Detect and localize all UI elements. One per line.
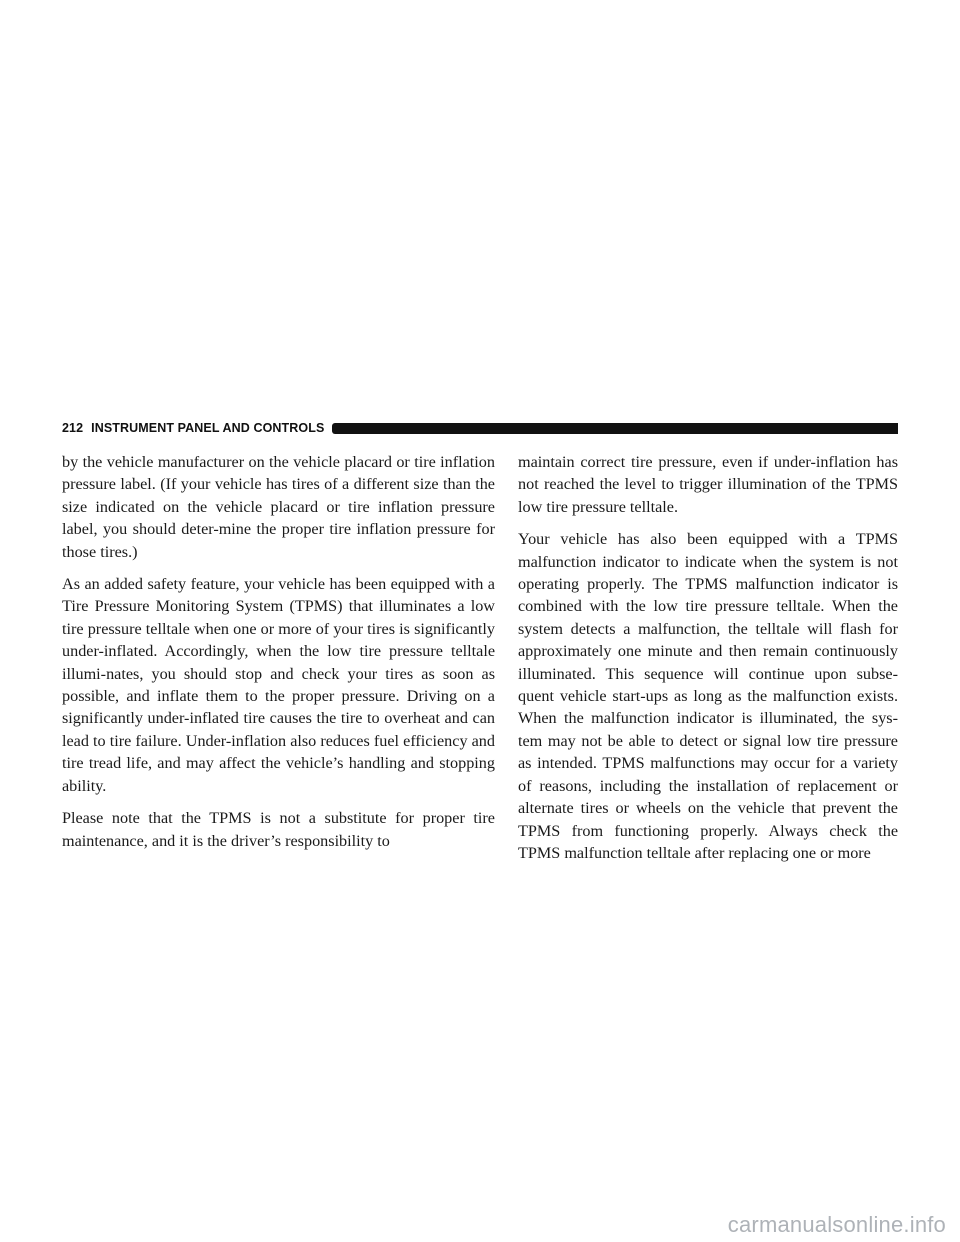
- page-header: [62, 420, 898, 436]
- paragraph: Your vehicle has also been equipped with a TPMS malfunction indicator to indicate when the system is not operating properly. The TPMS malfunction indicator is combined with the low tire pressure telltale. When the system detects a malfunction, the telltale will flash for approximately one minute and then remain continuously illuminated. This sequence will continue upon subse-quent vehicle start-ups as long as the malfunction exists. When the malfunction indicator is illuminated, the sys-tem may not be able to detect or signal low tire pressure as intended. TPMS malfunctions may occur for a variety of reasons, including the installation of replacement or alternate tires or wheels on the vehicle that prevent the TPMS from functioning properly. Always check the TPMS malfunction telltale after replacing one or more: [518, 530, 898, 862]
- right-column: [518, 451, 898, 874]
- site-watermark: carmanualsonline.info: [727, 1212, 946, 1237]
- paragraph: maintain correct tire pressure, even if under-inflation has not reached the level to trigger illumination of the TPMS low tire pressure telltale.: [518, 453, 898, 516]
- section-title: INSTRUMENT PANEL AND CONTROLS: [91, 421, 325, 435]
- paragraph: by the vehicle manufacturer on the vehicle placard or tire inflation pressure label. (If your vehicle has tires of a different size than the size indicated on the vehicle placard or tire inflation pressure label, you should deter-mine the proper tire inflation pressure for those tires.): [62, 453, 495, 561]
- paragraph: Please note that the TPMS is not a substitute for proper tire maintenance, and it is the driver’s responsibility to: [62, 809, 495, 850]
- left-column: [62, 451, 495, 862]
- page-number: 212: [62, 421, 84, 435]
- header-rule-bar: [332, 423, 898, 434]
- paragraph: As an added safety feature, your vehicle has been equipped with a Tire Pressure Monitoring System (TPMS) that illuminates a low tire pressure telltale when one or more of your tires is significantly under-inflated. Accordingly, when the low tire pressure telltale illumi-nates, you should stop and check your tires as soon as possible, and inflate them to the proper pressure. Driving on a significantly under-inflated tire causes the tire to overheat and can lead to tire failure. Under-inflation also reduces fuel efficiency and tire tread life, and may affect the vehicle’s handling and stopping ability.: [62, 575, 495, 795]
